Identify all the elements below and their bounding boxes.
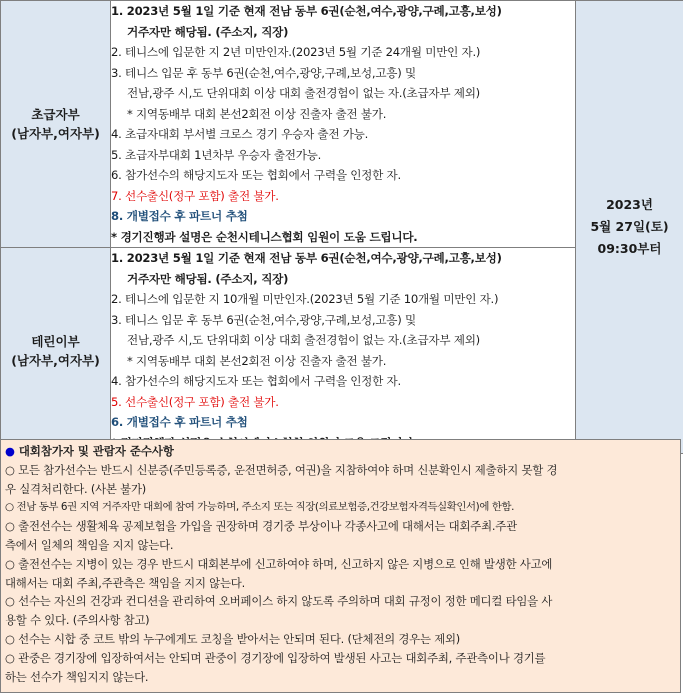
notice-line: 대해서는 대회 주최,주관측은 책임을 지지 않는다. (5, 575, 246, 590)
requirement-line: 1. 2023년 5월 1일 기준 현재 전남 동부 6권(순천,여수,광양,구례,고흥,보성) (111, 4, 502, 18)
requirement-line: 6. 참가선수의 해당지도자 또는 협회에서 구력을 인정한 자. (111, 168, 401, 182)
date-day: 5월 27일(토) (590, 219, 669, 234)
rookie-category-sub: (남자부,여자부) (11, 352, 100, 368)
requirement-line: 6. 개별접수 후 파트너 추첨 (111, 415, 248, 429)
date-cell (576, 1, 683, 454)
requirement-line: 8. 개별접수 후 파트너 추첨 (111, 209, 248, 223)
notice-heading (5, 442, 676, 461)
requirement-line: * 지역동배부 대회 본선2회전 이상 진출자 출전 불가. (127, 106, 387, 121)
notice-line: 측에서 일체의 책임을 지지 않는다. (5, 537, 174, 552)
requirement-line: 1. 2023년 5월 1일 기준 현재 전남 동부 6권(순천,여수,광양,구례,고흥,보성) (111, 251, 502, 265)
requirement-line: * 경기진행과 설명은 순천시테니스협회 임원이 도움 드립니다. (111, 229, 418, 244)
requirement-line: 전남,광주 시,도 단위대회 이상 대회 출전경험이 없는 자.(초급자부 제외) (127, 86, 480, 100)
requirement-line: 5. 초급자부대회 1년차부 우승자 출전가능. (111, 147, 322, 162)
beginner-category-sub: (남자부,여자부) (11, 126, 100, 141)
requirement-line: 2. 테니스에 입문한 지 10개월 미만인자.(2023년 5월 기준 10개월 미만인 자.) (111, 292, 499, 306)
notice-title: 대회참가자 및 관람자 준수사항 (18, 444, 174, 458)
rookie-requirements (111, 248, 576, 454)
notice-line: ○ 모든 참가선수는 반드시 신분증(주민등록증, 운전면허증, 여권)을 지참하여야 하며 신분확인시 제출하지 못할 경 (5, 462, 558, 477)
notice-line: ○ 관중은 경기장에 입장하여서는 안되며 관중이 경기장에 입장하여 발생된 사고는 대회주최, 주관측이나 경기를 (5, 650, 546, 665)
requirement-line: 4. 참가선수의 해당지도자 또는 협회에서 구력을 인정한 자. (111, 374, 401, 388)
notice-line: 하는 선수가 책임지지 않는다. (5, 669, 149, 684)
requirement-line: 2. 테니스에 입문한 지 2년 미만인자.(2023년 5월 기준 24개월 미만인 자.) (111, 45, 481, 59)
requirement-line: 3. 테니스 입문 후 동부 6권(순천,여수,광양,구례,보성,고흥) 및 (111, 65, 416, 80)
requirement-line: 거주자만 해당됨. (주소지, 직장) (127, 24, 289, 39)
requirement-line: 7. 선수출신(정구 포함) 출전 불가. (111, 188, 279, 203)
beginner-requirements (111, 1, 576, 248)
notice-line: ○ 출전선수는 생활체육 공제보험을 가입을 권장하며 경기중 부상이나 각종사고에 대해서는 대회주최.주관 (5, 519, 517, 534)
requirement-line: 5. 선수출신(정구 포함) 출전 불가. (111, 394, 279, 409)
beginner-row (1, 1, 683, 248)
bullet-icon: ● (5, 444, 15, 458)
notice-line: ○ 전남 동부 6권 지역 거주자만 대회에 참여 가능하며, 주소지 또는 직장(의료보험증,건강보험자격득실확인서)에 한함. (5, 501, 515, 514)
requirement-line: 전남,광주 시,도 단위대회 이상 대회 출전경험이 없는 자.(초급자부 제외) (127, 333, 480, 347)
requirement-line: 3. 테니스 입문 후 동부 6권(순천,여수,광양,구례,보성,고흥) 및 (111, 312, 416, 327)
notice-line: 용할 수 있다. (주의사항 참고) (5, 613, 150, 628)
beginner-category-name: 초급자부 (31, 107, 80, 122)
notice-box (0, 439, 681, 693)
notice-line: 우 실격처리한다. (사본 불가) (5, 481, 147, 496)
rookie-category-cell (1, 248, 111, 454)
beginner-category-cell (1, 1, 111, 248)
date-time: 09:30부터 (597, 241, 662, 256)
requirement-line: 거주자만 해당됨. (주소지, 직장) (127, 271, 289, 286)
notice-line: ○ 선수는 시합 중 코트 밖의 누구에게도 코칭을 받아서는 안되며 된다. (단체전의 경우는 제외) (5, 631, 461, 646)
notice-line: ○ 출전선수는 지병이 있는 경우 반드시 대회본부에 신고하여야 하며, 신고하지 않은 지병으로 인해 발생한 사고에 (5, 556, 553, 571)
rookie-category-name: 테린이부 (31, 333, 80, 349)
date-year: 2023년 (606, 197, 653, 212)
requirement-line: 4. 초급자대회 부서별 크로스 경기 우승자 출전 가능. (111, 127, 369, 141)
notice-line: ○ 선수는 자신의 건강과 컨디션을 관리하여 오버페이스 하지 않도록 주의하며 대회 규정이 정한 메디컬 타임을 사 (5, 594, 553, 609)
requirement-line: * 지역동배부 대회 본선2회전 이상 진출자 출전 불가. (127, 353, 387, 368)
